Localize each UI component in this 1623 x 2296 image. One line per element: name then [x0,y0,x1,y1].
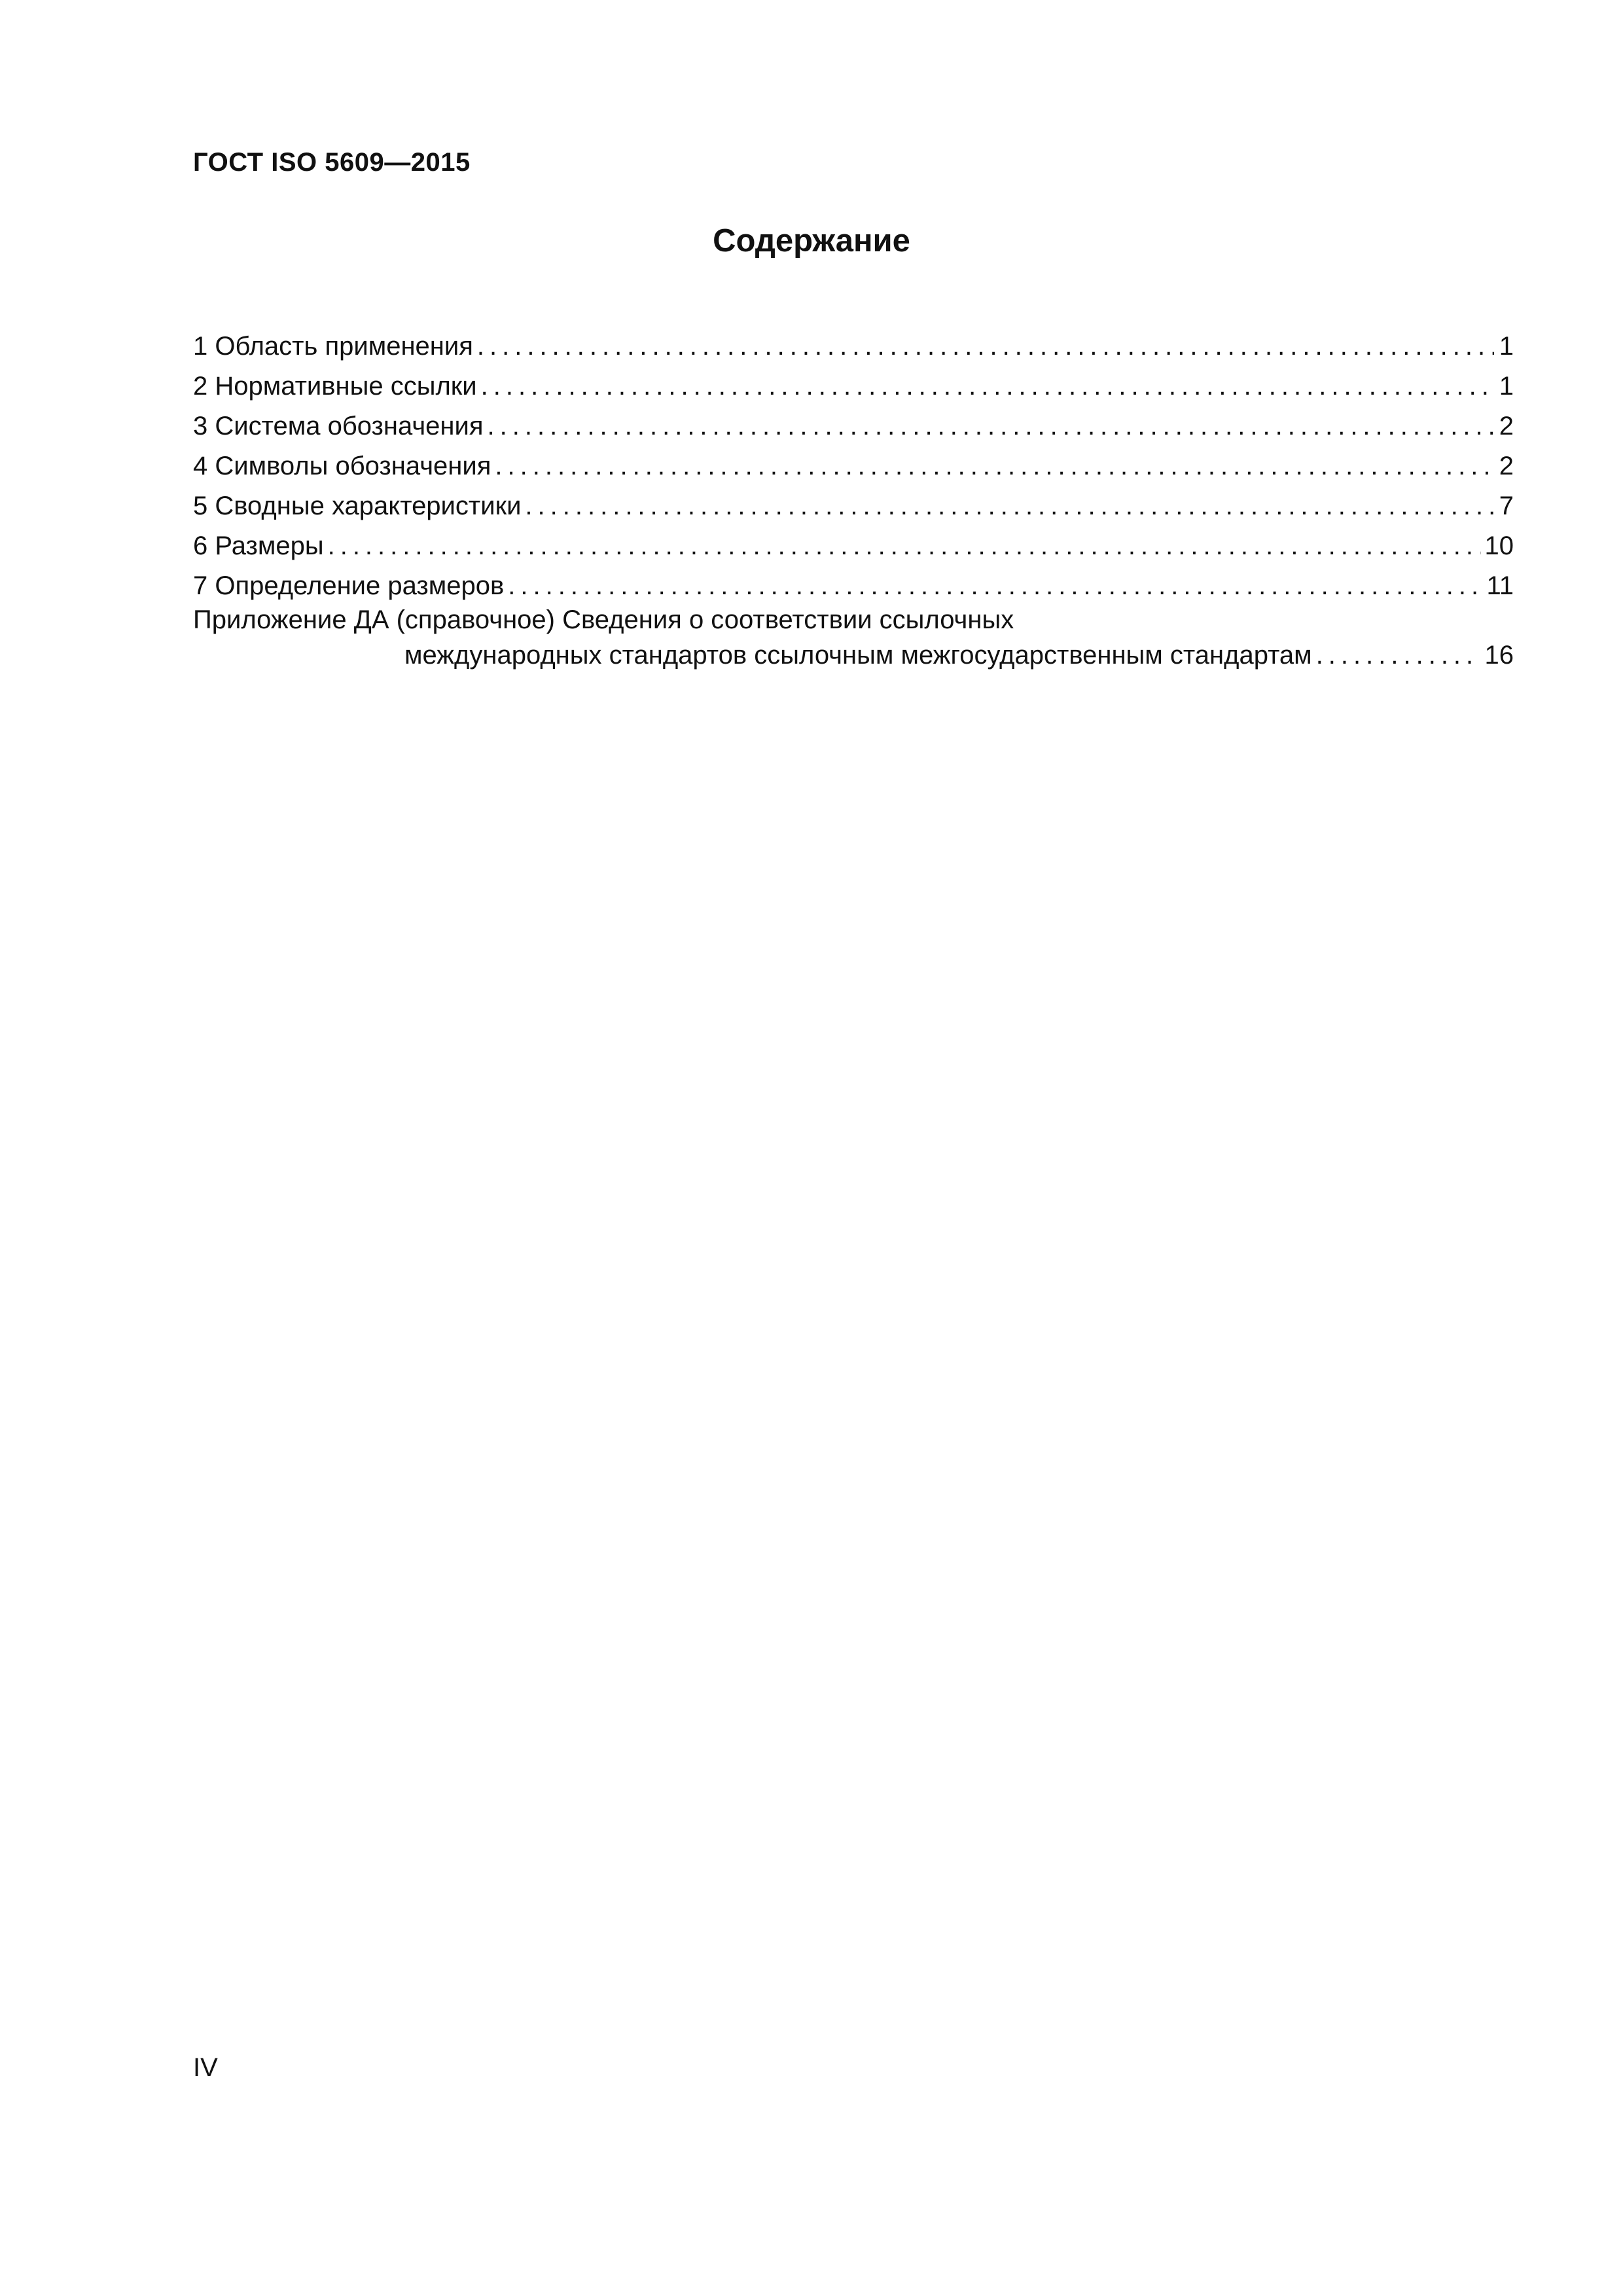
toc-entry-page: 1 [1499,372,1514,401]
toc-entry-label: 2 Нормативные ссылки [193,372,477,401]
toc-entry-5[interactable] [193,482,1514,522]
dot-leader [477,331,1494,362]
toc-entry-2[interactable] [193,362,1514,402]
dot-leader [508,570,1482,601]
annex-title-line-2: международных стандартов ссылочным межгосударственным стандартам [404,641,1312,670]
toc-entry-7[interactable] [193,562,1514,601]
toc-entry-page: 2 [1499,412,1514,440]
toc-entry-label: 4 Символы обозначения [193,452,491,480]
toc-entry-page: 10 [1484,531,1514,560]
toc-entry-page: 7 [1499,492,1514,520]
toc-entry-annex[interactable] [193,604,1514,671]
toc-entry-label: 3 Система обозначения [193,412,484,440]
toc-entry-label: 5 Сводные характеристики [193,492,522,520]
toc-entry-page: 2 [1499,452,1514,480]
dot-leader [495,450,1494,482]
toc-entry-label: 1 Область применения [193,332,473,361]
toc-entry-6[interactable] [193,522,1514,562]
dot-leader [328,530,1481,562]
toc-entry-page: 16 [1484,641,1514,670]
dot-leader [1316,639,1472,671]
document-code: ГОСТ ISO 5609—2015 [193,148,471,177]
toc-entry-page: 1 [1499,332,1514,361]
toc-entry-label: 6 Размеры [193,531,324,560]
dot-leader [525,490,1494,522]
table-of-contents [193,322,1514,671]
dot-leader [488,410,1495,442]
toc-entry-4[interactable] [193,442,1514,482]
toc-entry-label: 7 Определение размеров [193,571,505,600]
page-number: IV [193,2053,218,2082]
toc-entry-1[interactable] [193,322,1514,362]
toc-entry-page: 11 [1486,571,1514,600]
annex-title-line-1: Приложение ДА (справочное) Сведения о соответствии ссылочных [193,605,1014,634]
toc-entry-3[interactable] [193,402,1514,442]
annex-title-line-2-row [193,637,1514,671]
dot-leader [481,370,1494,402]
toc-title: Содержание [713,223,910,259]
